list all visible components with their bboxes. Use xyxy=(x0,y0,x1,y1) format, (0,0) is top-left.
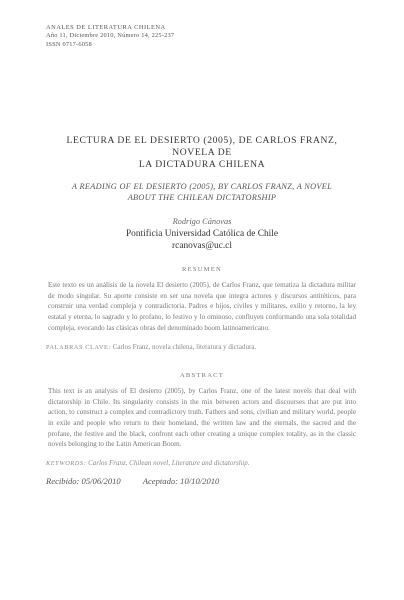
title-en-line-2: ABOUT THE CHILEAN DICTATORSHIP xyxy=(127,192,277,202)
journal-name: ANALES DE LITERATURA CHILENA xyxy=(46,24,166,31)
author-block xyxy=(46,216,358,252)
issn: ISSN 0717-6058 xyxy=(46,40,92,48)
resumen-text: Este texto es un análisis de la novela El desierto (2005), de Carlos Franz, que tematiza la dictadura militar de modo singular. Su aporte consiste en ser una novela que integra actores y discursos antitéticos, para construir una verdad compleja y contradictoria. Padres e hijos, civiles y militares, exilio y retorno, la ley estatal y eterna, lo sagrado y lo profano, lo festivo y lo ominoso, confluyen conformando una sola totalidad compleja, evocando las clásicas obras del denominado boom latinoamericano. xyxy=(48,281,356,332)
keywords-es-label: PALABRAS CLAVE: xyxy=(46,344,111,352)
author-name: Rodrigo Cánovas xyxy=(172,217,232,227)
author-email[interactable]: rcanovas@uc.cl xyxy=(172,241,232,252)
abstract-text: This text is an analysis of El desierto (2005), by Carlos Franz, one of the latest novels that deal with dictatorship in Chile. Its singularity consists in the mix between actors and discourses that are put into action, to construct a complex and contradictory truth. Fathers and sons, civilian and military world, people in exile and people who return to their homeland, the written law and the eternals, the sacred and the profane, the festive and the black, confront each other creating a unique complex totality, as in the classic novels belonging to the Latin American Boom. xyxy=(48,387,356,449)
author-affiliation: Pontificia Universidad Católica de Chile xyxy=(125,229,279,240)
abstract-heading: ABSTRACT xyxy=(179,372,225,380)
keywords-english xyxy=(46,459,358,468)
accepted-date: Aceptado: 10/10/2010 xyxy=(142,475,220,486)
keywords-spanish xyxy=(46,343,358,352)
resumen-heading: RESUMEN xyxy=(182,266,222,274)
keywords-en-text: Carlos Franz, Chilean novel, Literature and dictatorship. xyxy=(88,458,250,467)
received-date: Recibido: 05/06/2010 xyxy=(46,475,121,486)
keywords-es-text: Carlos Franz, novela chilena, literatura y dictadura. xyxy=(112,343,257,352)
title-es-line-2: LA DICTADURA CHILENA xyxy=(138,159,266,171)
title-es-line-1: LECTURA DE EL DESIERTO (2005), DE CARLOS FRANZ, NOVELA DE xyxy=(66,135,338,159)
article-title-spanish xyxy=(46,135,358,171)
issue-info: Año 11, Diciembre 2010, Número 14, 225-237 xyxy=(46,32,175,40)
title-en-line-1: A READING OF EL DESIERTO (2005), BY CARLOS FRANZ, A NOVEL xyxy=(71,182,333,192)
journal-header xyxy=(46,24,358,49)
submission-dates xyxy=(46,476,358,486)
keywords-en-label: KEYWORDS: xyxy=(46,459,87,467)
article-title-english xyxy=(46,182,358,203)
